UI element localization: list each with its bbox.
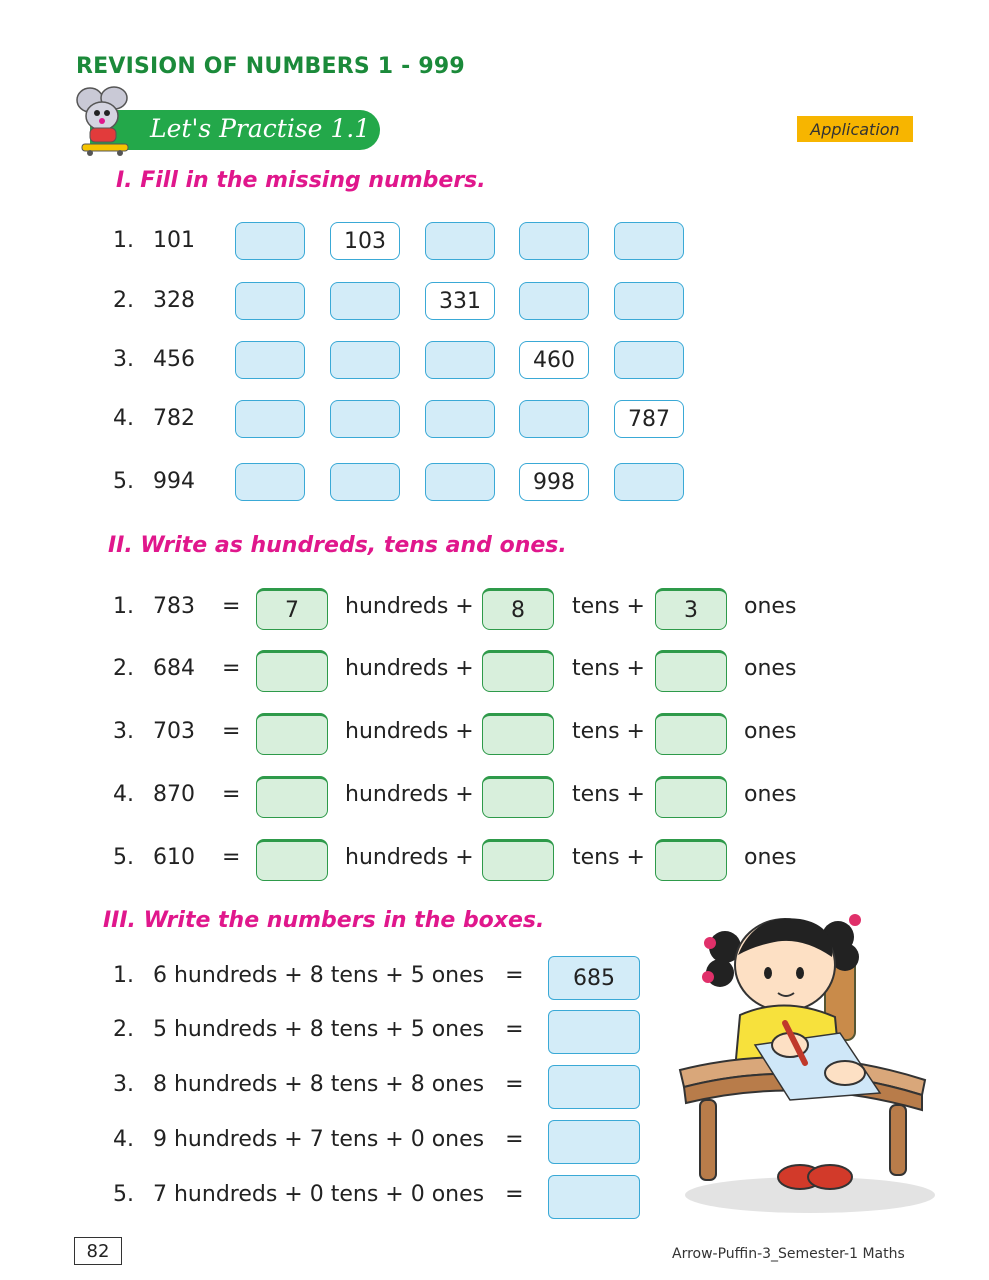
hundreds-label: hundreds + xyxy=(345,594,474,619)
answer-box[interactable] xyxy=(235,463,305,501)
answer-box[interactable] xyxy=(614,282,684,320)
answer-box[interactable] xyxy=(548,1065,640,1109)
value-number: 610 xyxy=(153,845,195,870)
answer-box[interactable] xyxy=(235,400,305,438)
answer-box: 998 xyxy=(519,463,589,501)
hundreds-label: hundreds + xyxy=(345,845,474,870)
section3-heading: III. Write the numbers in the boxes. xyxy=(103,908,545,933)
ones-box: 3 xyxy=(655,588,727,630)
hundreds-box[interactable] xyxy=(256,776,328,818)
expression-text: 6 hundreds + 8 tens + 5 ones = xyxy=(153,963,524,988)
row-number: 2. xyxy=(113,288,134,313)
row-number: 3. xyxy=(113,1072,134,1097)
hundreds-box: 7 xyxy=(256,588,328,630)
page-title: REVISION OF NUMBERS 1 - 999 xyxy=(76,54,465,79)
hundreds-box[interactable] xyxy=(256,839,328,881)
tens-label: tens + xyxy=(572,719,645,744)
answer-box[interactable] xyxy=(235,282,305,320)
answer-box: 460 xyxy=(519,341,589,379)
ones-box[interactable] xyxy=(655,839,727,881)
tens-label: tens + xyxy=(572,594,645,619)
value-number: 703 xyxy=(153,719,195,744)
expression-text: 7 hundreds + 0 tens + 0 ones = xyxy=(153,1182,524,1207)
tens-label: tens + xyxy=(572,656,645,681)
page-number: 82 xyxy=(74,1237,122,1265)
hundreds-label: hundreds + xyxy=(345,719,474,744)
answer-box[interactable] xyxy=(330,341,400,379)
row-number: 1. xyxy=(113,963,134,988)
answer-box[interactable] xyxy=(548,1175,640,1219)
ones-label: ones xyxy=(744,845,797,870)
answer-box[interactable] xyxy=(519,282,589,320)
answer-box[interactable] xyxy=(330,282,400,320)
answer-box[interactable] xyxy=(425,222,495,260)
girl-writing-illustration-icon xyxy=(660,895,940,1215)
value-number: 684 xyxy=(153,656,195,681)
hundreds-box[interactable] xyxy=(256,650,328,692)
answer-box: 331 xyxy=(425,282,495,320)
row-number: 3. xyxy=(113,719,134,744)
equals-sign: = xyxy=(222,594,241,619)
answer-box[interactable] xyxy=(425,341,495,379)
tens-box[interactable] xyxy=(482,839,554,881)
answer-box[interactable] xyxy=(235,222,305,260)
ones-label: ones xyxy=(744,719,797,744)
answer-box[interactable] xyxy=(235,341,305,379)
expression-text: 9 hundreds + 7 tens + 0 ones = xyxy=(153,1127,524,1152)
section1-heading: I. Fill in the missing numbers. xyxy=(116,168,486,193)
ones-box[interactable] xyxy=(655,650,727,692)
answer-box[interactable] xyxy=(425,400,495,438)
hundreds-box[interactable] xyxy=(256,713,328,755)
row-number: 5. xyxy=(113,1182,134,1207)
row-number: 2. xyxy=(113,1017,134,1042)
tens-box[interactable] xyxy=(482,776,554,818)
row-number: 1. xyxy=(113,594,134,619)
hundreds-label: hundreds + xyxy=(345,782,474,807)
tens-label: tens + xyxy=(572,782,645,807)
equals-sign: = xyxy=(222,656,241,681)
tens-box: 8 xyxy=(482,588,554,630)
value-number: 783 xyxy=(153,594,195,619)
start-number: 101 xyxy=(153,228,195,253)
application-tag: Application xyxy=(797,116,913,142)
expression-text: 8 hundreds + 8 tens + 8 ones = xyxy=(153,1072,524,1097)
start-number: 782 xyxy=(153,406,195,431)
ones-box[interactable] xyxy=(655,713,727,755)
answer-box: 685 xyxy=(548,956,640,1000)
practise-banner-label: Let's Practise 1.1 xyxy=(150,114,371,143)
answer-box: 103 xyxy=(330,222,400,260)
answer-box: 787 xyxy=(614,400,684,438)
equals-sign: = xyxy=(222,782,241,807)
answer-box[interactable] xyxy=(548,1120,640,1164)
answer-box[interactable] xyxy=(330,400,400,438)
answer-box[interactable] xyxy=(614,463,684,501)
value-number: 870 xyxy=(153,782,195,807)
ones-box[interactable] xyxy=(655,776,727,818)
start-number: 994 xyxy=(153,469,195,494)
tens-box[interactable] xyxy=(482,650,554,692)
answer-box[interactable] xyxy=(425,463,495,501)
start-number: 456 xyxy=(153,347,195,372)
footer-text: Arrow-Puffin-3_Semester-1 Maths xyxy=(672,1246,905,1262)
mouse-mascot-icon xyxy=(74,86,150,158)
hundreds-label: hundreds + xyxy=(345,656,474,681)
ones-label: ones xyxy=(744,656,797,681)
tens-label: tens + xyxy=(572,845,645,870)
row-number: 5. xyxy=(113,469,134,494)
start-number: 328 xyxy=(153,288,195,313)
answer-box[interactable] xyxy=(330,463,400,501)
row-number: 4. xyxy=(113,782,134,807)
answer-box[interactable] xyxy=(614,341,684,379)
ones-label: ones xyxy=(744,782,797,807)
row-number: 4. xyxy=(113,406,134,431)
expression-text: 5 hundreds + 8 tens + 5 ones = xyxy=(153,1017,524,1042)
answer-box[interactable] xyxy=(519,222,589,260)
answer-box[interactable] xyxy=(519,400,589,438)
equals-sign: = xyxy=(222,845,241,870)
section2-heading: II. Write as hundreds, tens and ones. xyxy=(108,533,567,558)
ones-label: ones xyxy=(744,594,797,619)
answer-box[interactable] xyxy=(614,222,684,260)
answer-box[interactable] xyxy=(548,1010,640,1054)
row-number: 5. xyxy=(113,845,134,870)
row-number: 3. xyxy=(113,347,134,372)
equals-sign: = xyxy=(222,719,241,744)
row-number: 1. xyxy=(113,228,134,253)
row-number: 2. xyxy=(113,656,134,681)
row-number: 4. xyxy=(113,1127,134,1152)
tens-box[interactable] xyxy=(482,713,554,755)
